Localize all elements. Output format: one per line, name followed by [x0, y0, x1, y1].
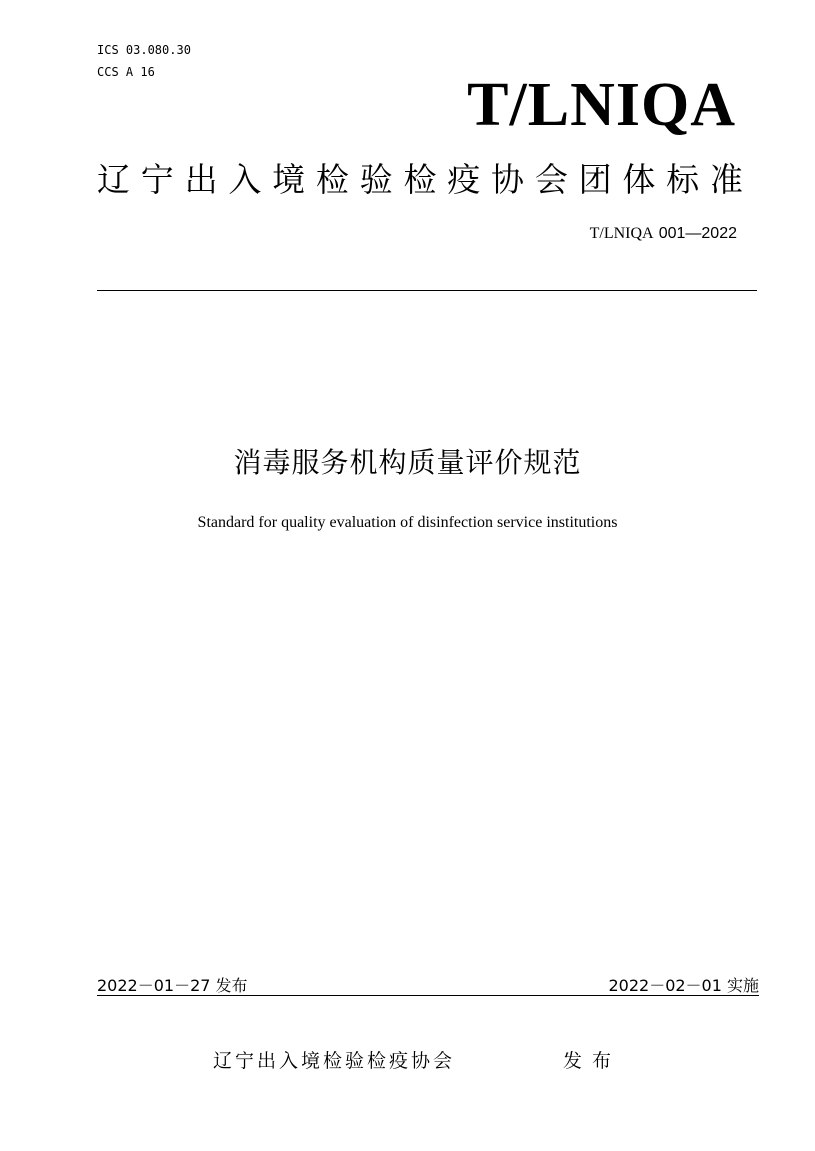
standard-number — [590, 222, 737, 245]
ics-code: ICS 03.080.30 — [97, 43, 191, 57]
org-char: 出 — [184, 160, 218, 199]
org-char: 疫 — [447, 160, 481, 199]
header-divider — [97, 290, 757, 291]
effective-date: 2022－02－01 实施 — [608, 976, 759, 995]
footer-divider — [97, 995, 759, 996]
org-char: 辽 — [97, 160, 130, 199]
org-char: 会 — [534, 160, 568, 199]
org-char: 境 — [272, 160, 306, 199]
org-char: 协 — [491, 160, 525, 199]
org-char: 标 — [666, 160, 700, 199]
standard-logo: T/LNIQA — [467, 71, 736, 139]
document-title-en: Standard for quality evaluation of disinfection service institutions — [197, 514, 618, 531]
org-char: 体 — [622, 160, 656, 199]
org-char: 宁 — [140, 160, 174, 199]
org-char: 验 — [359, 160, 393, 199]
standard-number-prefix: T/LNIQA — [589, 225, 654, 242]
organization-standard-title — [97, 158, 743, 202]
issue-label: 发布 — [563, 1050, 622, 1072]
org-char: 入 — [228, 160, 262, 199]
issuer-name: 辽宁出入境检验检疫协会 — [213, 1050, 456, 1072]
org-char: 准 — [709, 160, 743, 199]
org-char: 检 — [403, 160, 437, 199]
org-char: 检 — [315, 160, 349, 199]
document-title-cn: 消毒服务机构质量评价规范 — [233, 446, 582, 479]
org-char: 团 — [578, 160, 612, 199]
publish-date: 2022－01－27 发布 — [97, 976, 248, 995]
standard-number-value: 001—2022 — [658, 225, 737, 242]
ccs-code: CCS A 16 — [97, 65, 155, 79]
